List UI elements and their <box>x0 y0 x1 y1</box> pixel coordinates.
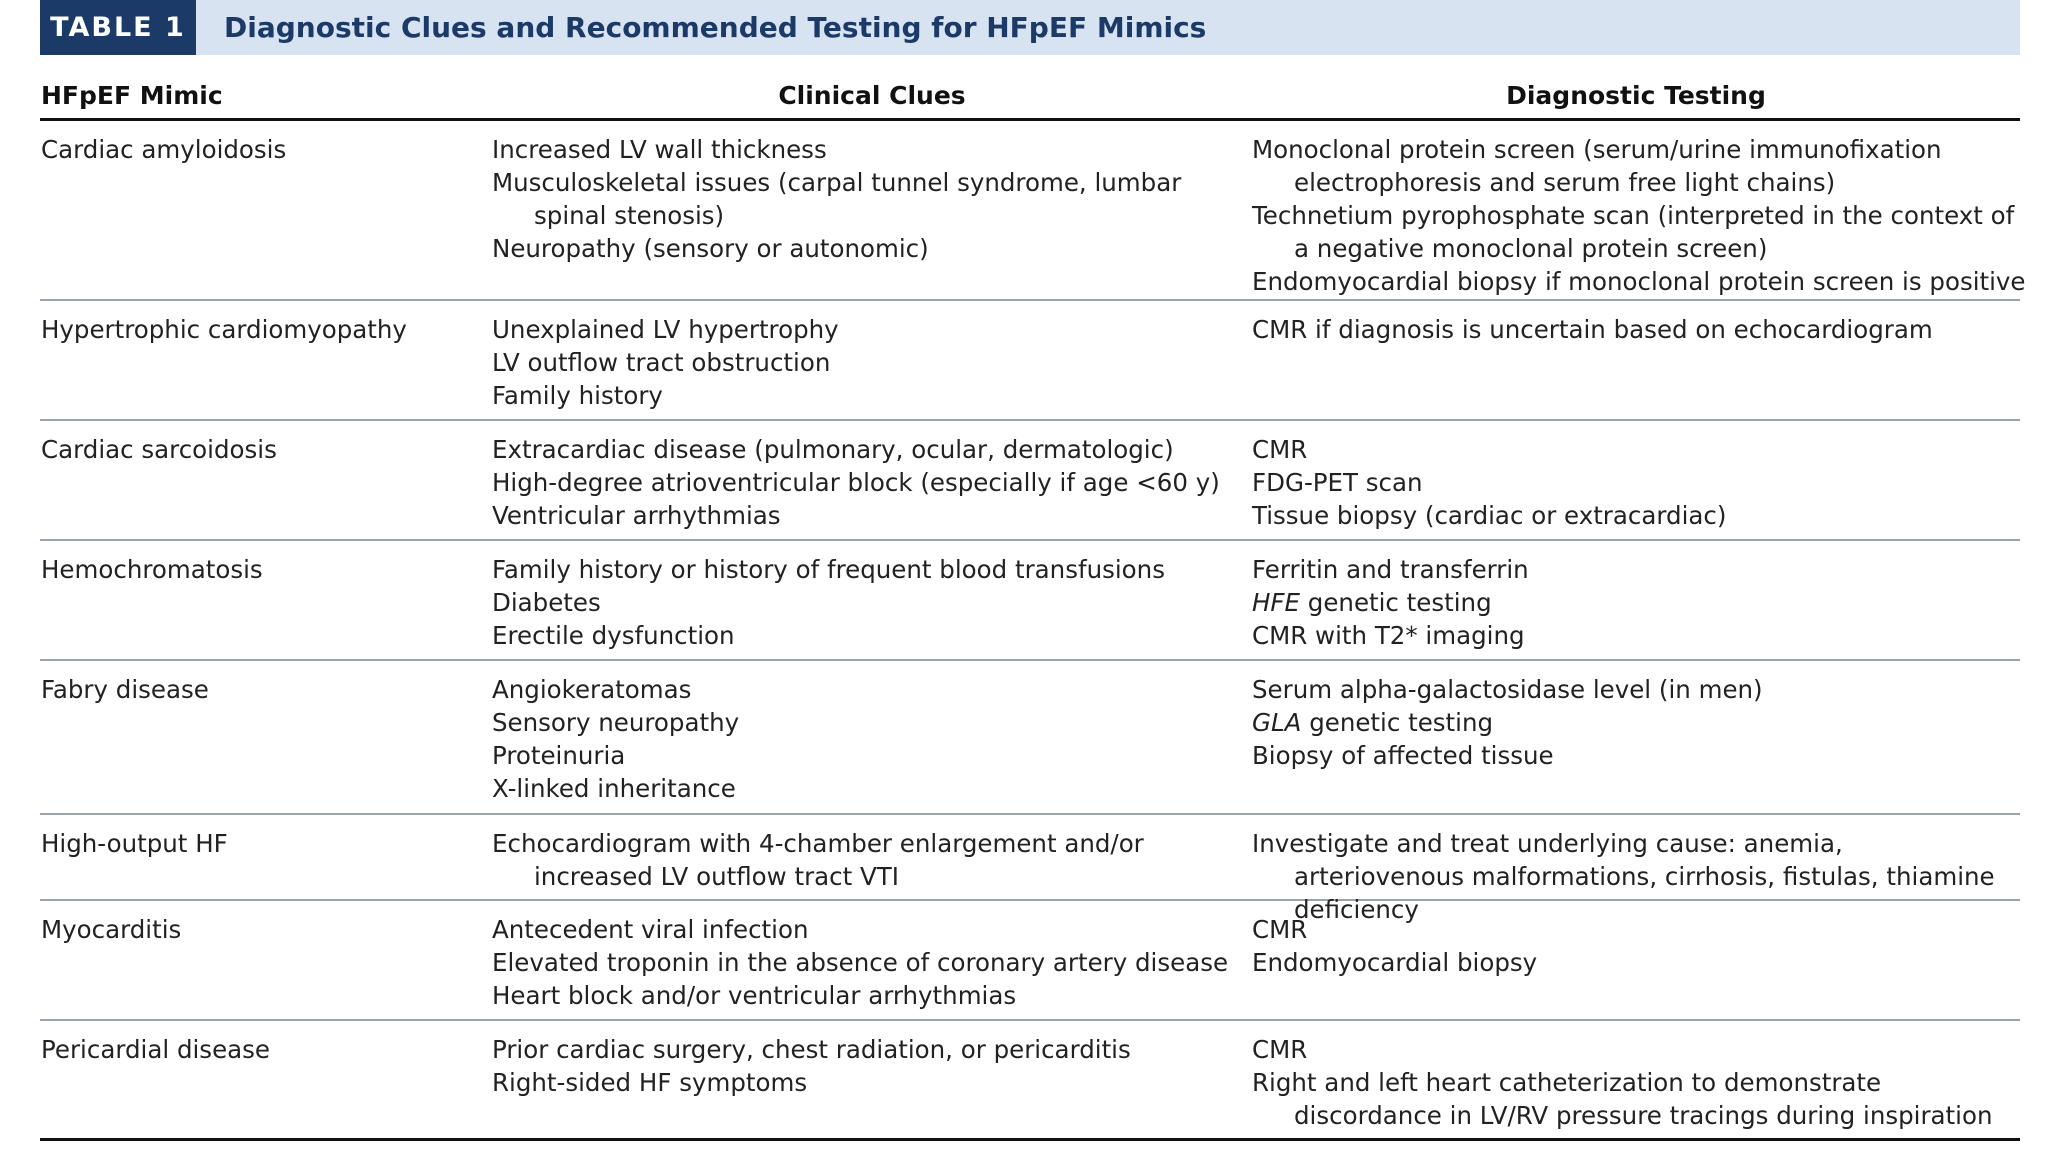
test-item: Monoclonal protein screen (serum/urine immunofixation electrophoresis and serum free light chains) <box>1252 135 1942 197</box>
diagnostic-testing-list <box>1252 133 2026 299</box>
test-item: CMR <box>1252 915 1308 944</box>
test-item: Investigate and treat underlying cause: anemia, arteriovenous malformations, cirrhosis, fistulas, thiamine deficiency <box>1252 829 1995 924</box>
clinical-clues-list <box>492 133 1252 299</box>
test-item: GLA genetic testing <box>1252 708 1494 737</box>
diagnostic-testing-list <box>1252 313 2020 419</box>
clue-item: LV outflow tract obstruction <box>492 348 831 377</box>
clue-item: Angiokeratomas <box>492 675 692 704</box>
clue-item: Ventricular arrhythmias <box>492 501 781 530</box>
header-mimic: HFpEF Mimic <box>41 80 223 110</box>
mimic-name: Cardiac amyloidosis <box>41 135 287 164</box>
table-number-label: TABLE 1 <box>40 0 196 55</box>
clue-item: Elevated troponin in the absence of coronary artery disease <box>492 948 1229 977</box>
mimic-name: Myocarditis <box>41 915 182 944</box>
diagnostic-testing-list <box>1252 433 2020 539</box>
clinical-clues-list <box>492 1033 1252 1138</box>
diagnostic-testing-list <box>1252 553 2020 659</box>
clue-item: Antecedent viral infection <box>492 915 809 944</box>
table-header-row <box>40 72 2020 121</box>
diagnostic-testing-list <box>1252 913 2020 1019</box>
clue-item: Musculoskeletal issues (carpal tunnel syndrome, lumbar spinal stenosis) <box>492 168 1182 230</box>
test-item: Ferritin and transferrin <box>1252 555 1529 584</box>
clue-item: Family history <box>492 381 663 410</box>
test-item: FDG-PET scan <box>1252 468 1423 497</box>
mimic-name: Hypertrophic cardiomyopathy <box>41 315 407 344</box>
table-row <box>40 421 2020 541</box>
table-row <box>40 815 2020 924</box>
test-item: Right and left heart catheterization to demonstrate discordance in LV/RV pressure tracings during inspiration <box>1252 1068 1993 1130</box>
table-row <box>40 121 2026 301</box>
mimic-name: Cardiac sarcoidosis <box>41 435 277 464</box>
clue-item: Extracardiac disease (pulmonary, ocular, dermatologic) <box>492 435 1174 464</box>
header-clinical-clues: Clinical Clues <box>778 80 966 110</box>
clinical-clues-list <box>492 673 1252 813</box>
mimic-name: Fabry disease <box>41 675 209 704</box>
clinical-clues-list <box>492 313 1252 419</box>
test-item: Technetium pyrophosphate scan (interpreted in the context of a negative monoclonal protein screen) <box>1252 201 2015 263</box>
mimics-table <box>40 72 2026 1141</box>
clue-item: Echocardiogram with 4-chamber enlargement and/or increased LV outflow tract VTI <box>492 829 1144 891</box>
diagnostic-testing-list <box>1252 827 2020 926</box>
clue-item: Unexplained LV hypertrophy <box>492 315 839 344</box>
clue-item: High-degree atrioventricular block (especially if age <60 y) <box>492 468 1220 497</box>
test-item: Tissue biopsy (cardiac or extracardiac) <box>1252 501 1727 530</box>
table-row <box>40 901 2020 1021</box>
clue-item: Family history or history of frequent blood transfusions <box>492 555 1165 584</box>
table-row <box>40 661 2020 815</box>
mimic-name: High-output HF <box>41 829 228 858</box>
test-item: Biopsy of affected tissue <box>1252 741 1554 770</box>
diagnostic-testing-list <box>1252 1033 2020 1138</box>
test-item: CMR if diagnosis is uncertain based on echocardiogram <box>1252 315 1933 344</box>
test-item: Endomyocardial biopsy if monoclonal protein screen is positive <box>1252 267 2026 296</box>
clue-item: Right-sided HF symptoms <box>492 1068 808 1097</box>
table-row <box>40 1021 2020 1141</box>
test-item: CMR <box>1252 435 1308 464</box>
clinical-clues-list <box>492 913 1252 1019</box>
clinical-clues-list <box>492 433 1252 539</box>
clue-item: Sensory neuropathy <box>492 708 740 737</box>
test-item: CMR with T2* imaging <box>1252 621 1525 650</box>
clue-item: Heart block and/or ventricular arrhythmias <box>492 981 1017 1010</box>
header-diagnostic-testing: Diagnostic Testing <box>1506 80 1766 110</box>
clue-item: X-linked inheritance <box>492 774 736 803</box>
test-item: HFE genetic testing <box>1252 588 1492 617</box>
table-title-bar <box>40 0 2020 55</box>
mimic-name: Pericardial disease <box>41 1035 270 1064</box>
test-item: CMR <box>1252 1035 1308 1064</box>
mimic-name: Hemochromatosis <box>41 555 263 584</box>
test-item: Serum alpha-galactosidase level (in men) <box>1252 675 1763 704</box>
table-title: Diagnostic Clues and Recommended Testing for HFpEF Mimics <box>224 11 1207 44</box>
clue-item: Prior cardiac surgery, chest radiation, or pericarditis <box>492 1035 1131 1064</box>
clue-item: Erectile dysfunction <box>492 621 735 650</box>
diagnostic-testing-list <box>1252 673 2020 813</box>
table-row <box>40 541 2020 661</box>
clue-item: Proteinuria <box>492 741 626 770</box>
table-row <box>40 301 2020 421</box>
clue-item: Diabetes <box>492 588 601 617</box>
clinical-clues-list <box>492 827 1252 926</box>
clinical-clues-list <box>492 553 1252 659</box>
clue-item: Neuropathy (sensory or autonomic) <box>492 234 929 263</box>
clue-item: Increased LV wall thickness <box>492 135 827 164</box>
test-item: Endomyocardial biopsy <box>1252 948 1538 977</box>
